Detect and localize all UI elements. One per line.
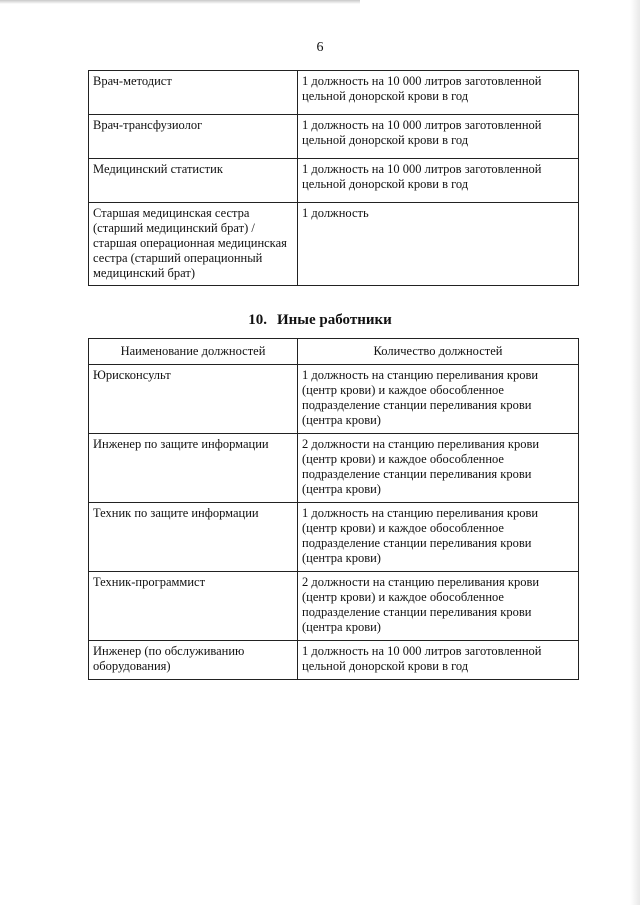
page-number: 6 [316, 40, 324, 55]
table-row [89, 434, 579, 503]
table-row [89, 572, 579, 641]
position-name: Старшая медицинская сестра (старший медицинский брат) /старшая операционная медицинская сестра (старший операционный медицинский брат) [89, 203, 298, 286]
staff-table-continued [88, 70, 579, 286]
position-quantity: 1 должность на 10 000 литров заготовленной цельной донорской крови в год [298, 641, 579, 680]
position-quantity: 2 должности на станцию переливания крови (центр крови) и каждое обособленное подразделение станции переливания крови (центра крови) [298, 434, 579, 503]
table-row [89, 115, 579, 159]
position-quantity: 1 должность на 10 000 литров заготовленной цельной донорской крови в год [298, 71, 579, 115]
scan-shadow-right [630, 0, 640, 905]
position-quantity: 1 должность на 10 000 литров заготовленной цельной донорской крови в год [298, 115, 579, 159]
other-workers-table [88, 338, 579, 680]
position-quantity: 1 должность на станцию переливания крови (центр крови) и каждое обособленное подразделение станции переливания крови (центра крови) [298, 365, 579, 434]
position-quantity: 1 должность [298, 203, 579, 286]
section-heading [0, 312, 640, 329]
section-number: 10. [248, 312, 267, 328]
section-title-text: Иные работники [276, 312, 392, 328]
table-header-row [89, 339, 579, 365]
table-row [89, 71, 579, 115]
table-row [89, 503, 579, 572]
table-row [89, 159, 579, 203]
position-quantity: 1 должность на станцию переливания крови (центр крови) и каждое обособленное подразделение станции переливания крови (центра крови) [298, 503, 579, 572]
position-name: Техник-программист [89, 572, 298, 641]
position-name: Инженер (по обслуживанию оборудования) [89, 641, 298, 680]
position-name: Техник по защите информации [89, 503, 298, 572]
position-name: Инженер по защите информации [89, 434, 298, 503]
header-position-quantity: Количество должностей [298, 339, 579, 365]
position-quantity: 2 должности на станцию переливания крови (центр крови) и каждое обособленное подразделение станции переливания крови (центра крови) [298, 572, 579, 641]
position-quantity: 1 должность на 10 000 литров заготовленной цельной донорской крови в год [298, 159, 579, 203]
scan-shadow-top [0, 0, 360, 4]
table-row [89, 365, 579, 434]
table-row [89, 203, 579, 286]
header-position-name: Наименование должностей [89, 339, 298, 365]
position-name: Врач-методист [89, 71, 298, 115]
position-name: Врач-трансфузиолог [89, 115, 298, 159]
position-name: Медицинский статистик [89, 159, 298, 203]
position-name: Юрисконсульт [89, 365, 298, 434]
table-row [89, 641, 579, 680]
